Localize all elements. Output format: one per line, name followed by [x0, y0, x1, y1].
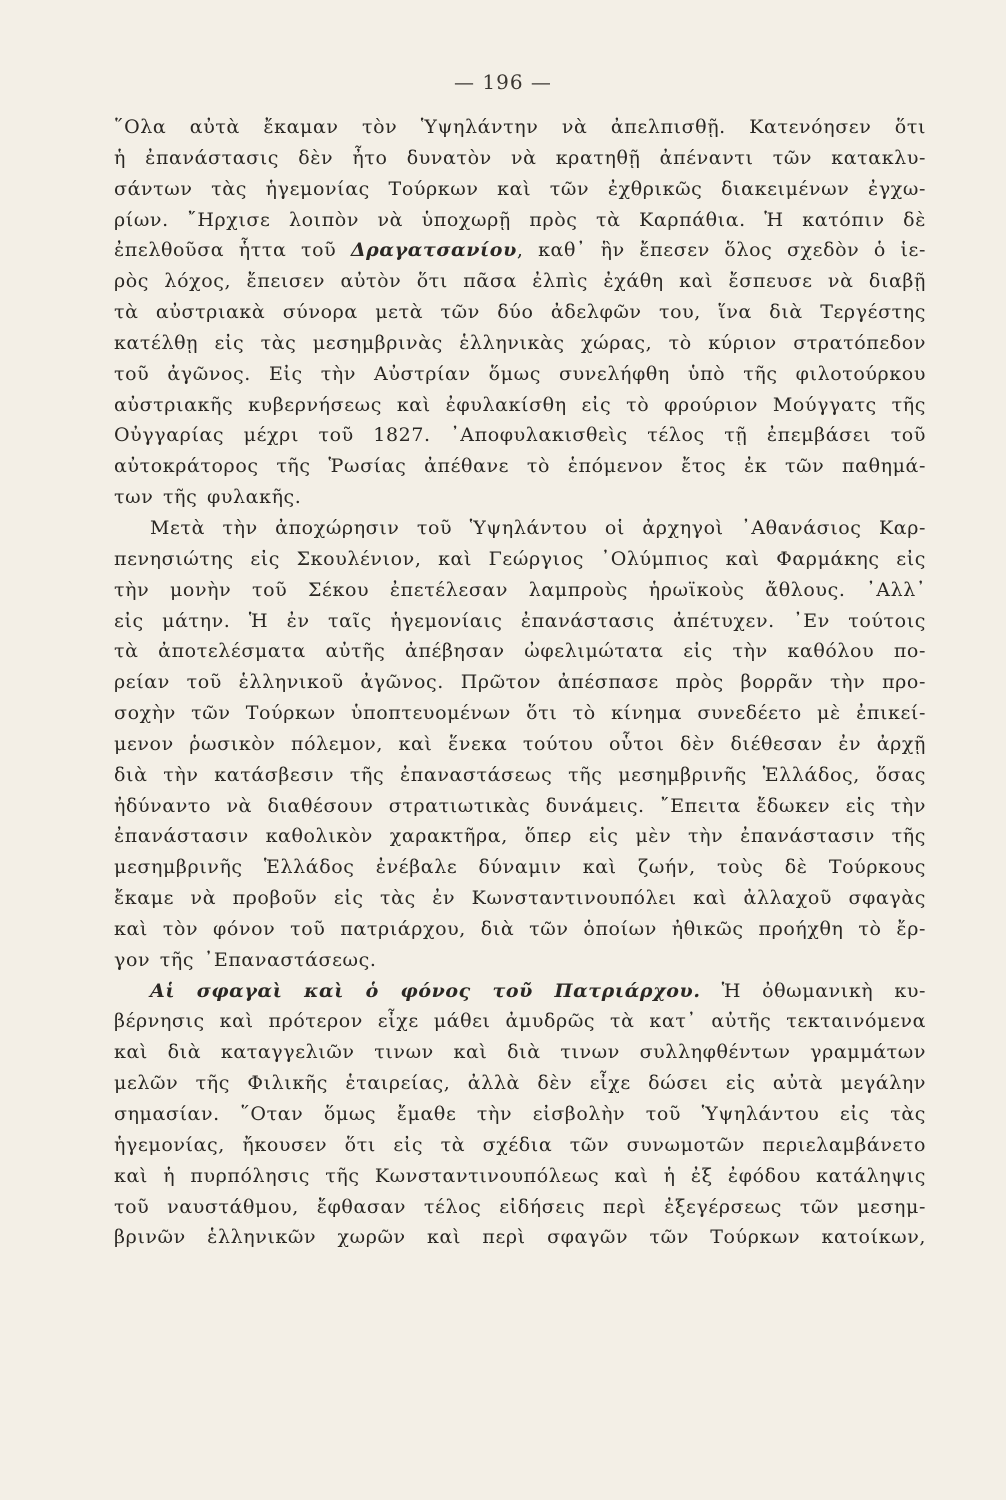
- text-line: [114, 1099, 926, 1130]
- text-line: [114, 1006, 926, 1037]
- text-run: πενησιώτης εἰς Σκουλένιον, καὶ Γεώργιος ᾽Ολύμπιος καὶ Φαρμάκης εἰς: [114, 547, 926, 570]
- text-line: [114, 143, 926, 174]
- text-line: [114, 883, 926, 914]
- text-line: [114, 575, 926, 606]
- text-line: [114, 636, 926, 667]
- text-line: [114, 760, 926, 791]
- text-line: [114, 1130, 926, 1161]
- text-run: καὶ τὸν φόνον τοῦ πατριάρχου, διὰ τῶν ὁποίων ἠθικῶς προήχθη τὸ ἔρ-: [114, 917, 926, 940]
- text-run: βρινῶν ἑλληνικῶν χωρῶν καὶ περὶ σφαγῶν τῶν Τούρκων κατοίκων,: [114, 1226, 926, 1249]
- text-line: [114, 1222, 926, 1253]
- emphasized-text: Δραγατσανίου: [350, 239, 517, 262]
- text-line: [114, 513, 926, 544]
- text-line: [114, 667, 926, 698]
- text-run: ἔκαμε νὰ προβοῦν εἰς τὰς ἐν Κωνσταντινουπόλει καὶ ἀλλαχοῦ σφαγὰς: [114, 887, 926, 910]
- text-run: σοχὴν τῶν Τούρκων ὑποπτευομένων ὅτι τὸ κίνημα συνεδέετο μὲ ἐπικεί-: [114, 702, 926, 725]
- text-run: τὰ αὐστριακὰ σύνορα μετὰ τῶν δύο ἀδελφῶν του, ἵνα διὰ Τεργέστης: [114, 301, 926, 324]
- text-run: τὰ ἀποτελέσματα αὐτῆς ἀπέβησαν ὠφελιμώτατα εἰς τὴν καθόλου πο-: [114, 640, 926, 663]
- text-run: σάντων τὰς ἡγεμονίας Τούρκων καὶ τῶν ἐχθρικῶς διακειμένων ἐγχω-: [114, 177, 926, 200]
- text-run: ἠδύναντο νὰ διαθέσουν στρατιωτικὰς δυνάμεις. ῎Επειτα ἔδωκεν εἰς τὴν: [114, 794, 926, 817]
- text-run: ῞Ολα αὐτὰ ἔκαμαν τὸν Ὑψηλάντην νὰ ἀπελπισθῇ. Κατενόησεν ὅτι: [114, 116, 926, 138]
- text-line: [114, 235, 926, 266]
- text-run: ἡ ἐπανάστασις δὲν ἦτο δυνατὸν νὰ κρατηθῇ ἀπέναντι τῶν κατακλυ-: [114, 146, 926, 169]
- page-number: — 196 —: [454, 70, 552, 94]
- text-run: , καθ᾽ ἣν ἔπεσεν ὅλος σχεδὸν ὁ ἱε-: [516, 239, 926, 262]
- text-line: [114, 544, 926, 575]
- text-line: [114, 1037, 926, 1068]
- text-run: καὶ ἡ πυρπόλησις τῆς Κωνσταντινουπόλεως καὶ ἡ ἐξ ἐφόδου κατάληψις: [114, 1164, 926, 1187]
- text-line: [114, 359, 926, 390]
- text-line: [114, 945, 926, 976]
- text-run: σημασίαν. ῞Οταν ὅμως ἔμαθε τὴν εἰσβολὴν τοῦ Ὑψηλάντου εἰς τὰς: [114, 1103, 926, 1125]
- text-run: ρὸς λόχος, ἔπεισεν αὐτὸν ὅτι πᾶσα ἐλπὶς ἐχάθη καὶ ἔσπευσε νὰ διαβῇ: [114, 270, 926, 293]
- text-run: των τῆς φυλακῆς.: [114, 486, 302, 509]
- text-run: τοῦ ναυστάθμου, ἔφθασαν τέλος εἰδήσεις περὶ ἐξεγέρσεως τῶν μεσημ-: [114, 1195, 926, 1218]
- text-line: [114, 729, 926, 760]
- text-run: μενον ῥωσικὸν πόλεμον, καὶ ἕνεκα τούτου οὗτοι δὲν διέθεσαν ἐν ἀρχῇ: [114, 732, 926, 755]
- text-line: [114, 420, 926, 451]
- text-run: Μετὰ τὴν ἀποχώρησιν τοῦ Ὑψηλάντου οἱ ἀρχηγοὶ ᾽Αθανάσιος Καρ-: [150, 516, 926, 539]
- text-line: [114, 606, 926, 637]
- text-run: Οὐγγαρίας μέχρι τοῦ 1827. ᾽Αποφυλακισθεὶς τέλος τῇ ἐπεμβάσει τοῦ: [114, 424, 926, 447]
- text-run: βέρνησις καὶ πρότερον εἶχε μάθει ἀμυδρῶς τὰ κατ᾽ αὐτῆς τεκταινόμενα: [114, 1010, 926, 1033]
- text-run: ρείαν τοῦ ἑλληνικοῦ ἀγῶνος. Πρῶτον ἀπέσπασε πρὸς βορρᾶν τὴν προ-: [114, 671, 926, 694]
- text-run: καὶ διὰ καταγγελιῶν τινων καὶ διὰ τινων συλληφθέντων γραμμάτων: [114, 1041, 926, 1064]
- text-run: ἐπανάστασιν καθολικὸν χαρακτῆρα, ὅπερ εἰς μὲν τὴν ἐπανάστασιν τῆς: [114, 825, 926, 848]
- text-run: τοῦ ἀγῶνος. Εἰς τὴν Αὐστρίαν ὅμως συνελήφθη ὑπὸ τῆς φιλοτούρκου: [114, 362, 926, 385]
- text-run: κατέλθῃ εἰς τὰς μεσημβρινὰς ἑλληνικὰς χώρας, τὸ κύριον στρατόπεδον: [114, 331, 926, 354]
- text-run: μεσημβρινῆς Ἑλλάδος ἐνέβαλε δύναμιν καὶ ζωήν, τοὺς δὲ Τούρκους: [114, 856, 926, 879]
- text-run: Ἡ ὀθωμανικὴ κυ-: [700, 979, 926, 1002]
- text-line: [114, 1161, 926, 1192]
- text-line: [114, 852, 926, 883]
- text-line: [114, 914, 926, 945]
- text-run: διὰ τὴν κατάσβεσιν τῆς ἐπαναστάσεως τῆς μεσημβρινῆς Ἑλλάδος, ὅσας: [114, 763, 926, 786]
- text-run: τὴν μονὴν τοῦ Σέκου ἐπετέλεσαν λαμπροὺς ἡρωϊκοὺς ἄθλους. ᾽Αλλ᾽: [114, 578, 926, 601]
- text-run: μελῶν τῆς Φιλικῆς ἑταιρείας, ἀλλὰ δὲν εἶχε δώσει εἰς αὐτὰ μεγάλην: [114, 1072, 926, 1095]
- text-line: [114, 821, 926, 852]
- emphasized-text: Αἱ σφαγαὶ καὶ ὁ φόνος τοῦ Πατριάρχου.: [150, 979, 701, 1002]
- text-run: αὐτοκράτορος τῆς Ῥωσίας ἀπέθανε τὸ ἑπόμενον ἔτος ἐκ τῶν παθημά-: [114, 455, 926, 478]
- text-run: αὐστριακῆς κυβερνήσεως καὶ ἐφυλακίσθη εἰς τὸ φρούριον Μούγγατς τῆς: [114, 393, 926, 416]
- text-line: [114, 698, 926, 729]
- text-line: [114, 328, 926, 359]
- text-line: [114, 451, 926, 482]
- text-run: ρίων. ῎Ηρχισε λοιπὸν νὰ ὑποχωρῇ πρὸς τὰ Καρπάθια. Ἡ κατόπιν δὲ: [114, 208, 926, 231]
- text-line: [114, 1068, 926, 1099]
- text-line: [114, 1192, 926, 1223]
- text-line: [114, 174, 926, 205]
- body-text: [114, 112, 926, 1253]
- text-line: [114, 390, 926, 421]
- text-line: [114, 791, 926, 822]
- text-line: [114, 205, 926, 236]
- text-run: ἐπελθοῦσα ἧττα τοῦ: [114, 239, 351, 262]
- text-line: [114, 976, 926, 1007]
- text-line: [114, 112, 926, 143]
- text-line: [114, 266, 926, 297]
- text-run: ἡγεμονίας, ἤκουσεν ὅτι εἰς τὰ σχέδια τῶν συνωμοτῶν περιελαμβάνετο: [114, 1133, 926, 1156]
- text-line: [114, 297, 926, 328]
- text-run: εἰς μάτην. Ἡ ἐν ταῖς ἡγεμονίαις ἐπανάστασις ἀπέτυχεν. ᾽Εν τούτοις: [114, 609, 926, 632]
- text-line: [114, 482, 926, 513]
- text-run: γον τῆς ᾽Επαναστάσεως.: [114, 948, 377, 971]
